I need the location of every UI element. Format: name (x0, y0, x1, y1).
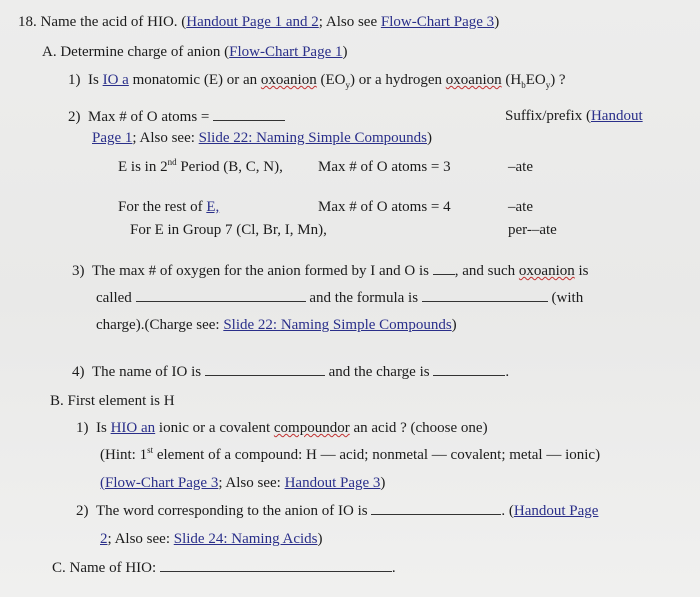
rule-row-2 (118, 198, 533, 216)
rule-row-3-suffix: per-–ate (508, 222, 557, 238)
link-handout-page-3[interactable]: Handout Page 3 (284, 475, 381, 491)
text: E is in 2 (118, 159, 168, 175)
text: . ( (501, 503, 514, 519)
text: Period (B, C, N), (176, 159, 283, 175)
link-slide-24[interactable]: Slide 24: Naming Acids (173, 531, 318, 547)
link-io[interactable]: IO a (102, 72, 129, 88)
text: (H (501, 72, 522, 88)
rule-row-1-period (118, 158, 318, 176)
text: charge).(Charge see: (96, 317, 224, 333)
rule-row-2-rest (118, 198, 318, 216)
subscript: y (345, 80, 350, 90)
text: is (574, 263, 589, 279)
hint-text (100, 446, 600, 464)
text: ; Also see (318, 14, 381, 30)
text: ) (342, 44, 348, 60)
link-flow-chart-page-1[interactable]: Flow-Chart Page 1 (229, 44, 343, 60)
answer-blank[interactable] (205, 362, 325, 376)
text: ) (427, 130, 433, 146)
text: (EO (316, 72, 346, 88)
superscript: nd (167, 157, 177, 167)
text: The name of IO is (92, 364, 205, 380)
text: and the charge is (324, 364, 434, 380)
text: Is (96, 420, 111, 436)
text: (Hint: 1 (100, 447, 148, 463)
text: ) (317, 531, 323, 547)
section-c (52, 558, 396, 577)
text: . (505, 364, 510, 380)
text: Is (88, 72, 103, 88)
text: ( (100, 475, 105, 491)
text: . (391, 560, 396, 576)
suffix-prefix-label (505, 107, 643, 125)
text: Max # of O atoms = (88, 109, 214, 125)
item-number: 2) (68, 109, 81, 125)
link-slide-22[interactable]: Slide 22: Naming Simple Compounds (223, 317, 452, 333)
text: C. Name of HIO: (52, 560, 160, 576)
misspelled-word: compoundor (273, 420, 350, 436)
link-hio[interactable]: HIO an (110, 420, 156, 436)
text: ) (451, 317, 457, 333)
misspelled-word: oxoanion (518, 263, 575, 279)
link-page-2[interactable]: 2 (100, 531, 108, 547)
question-b2-ref2 (100, 530, 323, 548)
link-handout-page-1-2[interactable]: Handout Page 1 and 2 (186, 14, 319, 30)
misspelled-word: oxoanion (445, 72, 502, 88)
text: A. Determine charge of anion ( (42, 44, 230, 60)
link-handout[interactable]: Handout (590, 108, 643, 124)
rule-row-1-suffix: –ate (508, 159, 533, 175)
text: ) (494, 14, 500, 30)
question-a3 (72, 261, 589, 280)
link-page-1[interactable]: Page 1 (92, 130, 133, 146)
superscript: st (147, 445, 154, 455)
text: ; Also see: (107, 531, 174, 547)
answer-blank[interactable] (136, 288, 306, 302)
text: ; Also see: (218, 475, 285, 491)
text: For the rest of (118, 199, 207, 215)
subscript: b (521, 80, 526, 90)
question-a1 (68, 71, 566, 89)
rule-row-2-max: Max # of O atoms = 4 (318, 199, 451, 215)
item-number: 2) (76, 503, 89, 519)
answer-blank[interactable] (422, 288, 548, 302)
link-handout-page[interactable]: Handout Page (513, 503, 599, 519)
text: 18. Name the acid of HIO. ( (18, 14, 187, 30)
subscript: y (545, 80, 551, 90)
text: ) or a hydrogen (349, 72, 446, 88)
text: EO (525, 72, 546, 88)
text: ; Also see: (132, 130, 199, 146)
misspelled-word: oxoanion (260, 72, 317, 88)
text: an acid ? (choose one) (349, 420, 488, 436)
link-flow-chart-page-3[interactable]: Flow-Chart Page 3 (105, 475, 219, 491)
text: called (96, 290, 136, 306)
answer-blank[interactable] (433, 362, 505, 376)
question-a4 (72, 362, 509, 381)
rule-row-3-group: For E in Group 7 (Cl, Br, I, Mn), (130, 222, 327, 238)
answer-blank[interactable] (371, 501, 501, 515)
item-number: 1) (68, 72, 81, 88)
question-a3-line3 (96, 316, 457, 334)
rule-row-3 (130, 221, 557, 239)
rule-row-1 (118, 158, 533, 176)
text: monatomic (E) or an (128, 72, 261, 88)
text: ionic or a covalent (155, 420, 274, 436)
rule-row-2-suffix: –ate (508, 199, 533, 215)
question-b2 (76, 501, 598, 520)
text: element of a compound: H — acid; nonmetal — covalent; metal — ionic) (153, 447, 601, 463)
question-a3-line2 (96, 288, 583, 307)
question-a2 (68, 107, 285, 126)
item-number: 4) (72, 364, 85, 380)
question-b1-ref (100, 474, 385, 492)
text: The max # of oxygen for the anion formed by I and O is (92, 263, 433, 279)
text: ) (380, 475, 386, 491)
link-e[interactable]: E, (206, 199, 220, 215)
text: (with (547, 290, 584, 306)
answer-blank[interactable] (160, 558, 392, 572)
text: The word corresponding to the anion of IO is (96, 503, 372, 519)
link-slide-22[interactable]: Slide 22: Naming Simple Compounds (198, 130, 428, 146)
link-flow-chart-page-3[interactable]: Flow-Chart Page 3 (380, 14, 495, 30)
text: ) ? (550, 72, 566, 88)
answer-blank[interactable] (433, 261, 455, 275)
rule-row-1-max: Max # of O atoms = 3 (318, 159, 451, 175)
question-a2-ref (92, 129, 432, 147)
question-18-heading (18, 13, 499, 31)
text: and the formula is (305, 290, 422, 306)
question-b1 (76, 419, 488, 437)
text: Suffix/prefix ( (505, 108, 591, 124)
section-a-heading (42, 43, 347, 61)
item-number: 3) (72, 263, 85, 279)
section-b-heading: B. First element is H (50, 393, 175, 409)
text: , and such (454, 263, 519, 279)
answer-blank[interactable] (213, 107, 285, 121)
item-number: 1) (76, 420, 89, 436)
